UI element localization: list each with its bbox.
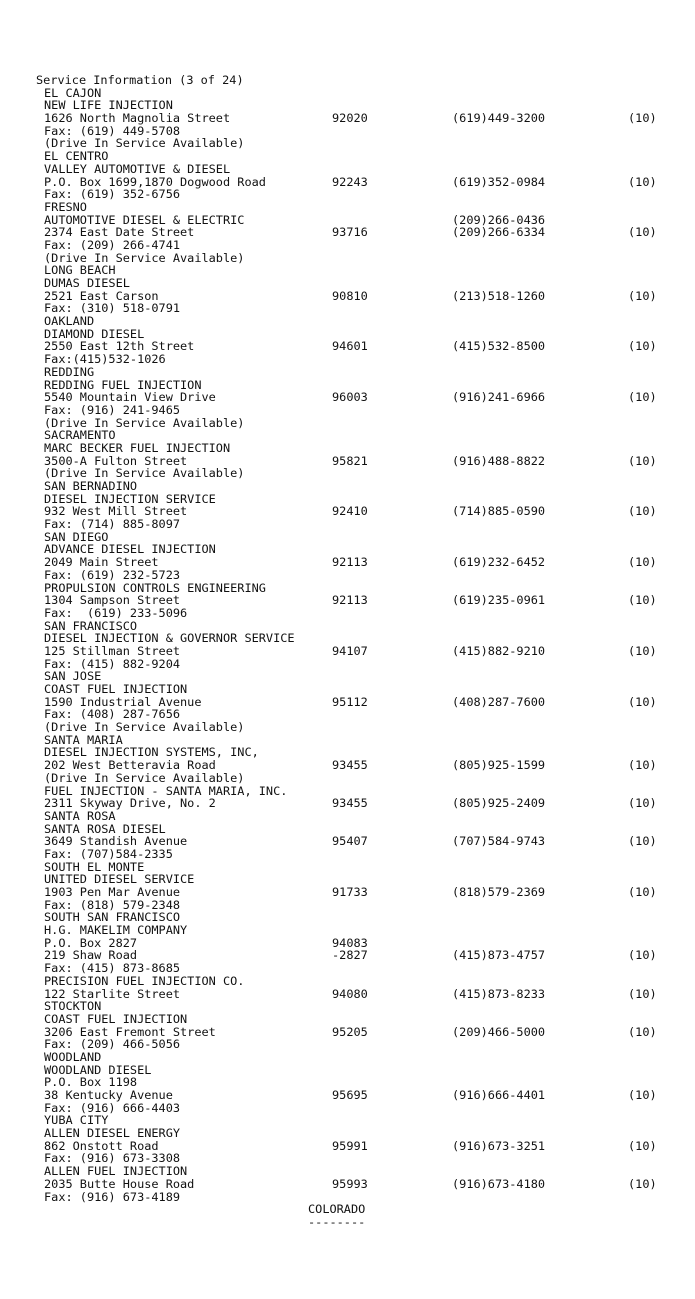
entry-text: 125 Stillman Street xyxy=(44,643,181,658)
zip-code: 95993 xyxy=(332,1176,368,1191)
entry-text: LONG BEACH xyxy=(44,263,116,278)
list-item xyxy=(0,848,695,861)
next-section-line xyxy=(0,1203,695,1216)
entry-text: SANTA ROSA DIESEL xyxy=(44,821,166,836)
list-item xyxy=(0,721,695,734)
entry-text: Fax: (209) 466-5056 xyxy=(44,1037,181,1052)
list-item xyxy=(0,1038,695,1051)
list-item xyxy=(0,962,695,975)
entry-text: SANTA MARIA xyxy=(44,732,123,747)
zip-code: 93455 xyxy=(332,758,368,773)
next-section-title: COLORADO xyxy=(308,1202,366,1217)
entry-text: 2311 Skyway Drive, No. 2 xyxy=(44,796,216,811)
service-code: (10) xyxy=(628,948,657,963)
entry-text: SOUTH EL MONTE xyxy=(44,859,145,874)
entry-text: 122 Starlite Street xyxy=(44,986,181,1001)
service-code: (10) xyxy=(628,885,657,899)
list-item xyxy=(0,302,695,315)
zip-code: 95821 xyxy=(332,453,368,468)
entry-text: REDDING xyxy=(44,364,95,379)
entry-text: 2049 Main Street xyxy=(44,555,159,570)
entry-text: Fax: (619) 352-6756 xyxy=(44,187,181,202)
zip-code: 93716 xyxy=(332,225,368,240)
entry-text: COAST FUEL INJECTION xyxy=(44,1011,188,1026)
entry-text: 1304 Sampson Street xyxy=(44,593,181,608)
zip-code: 95205 xyxy=(332,1024,368,1039)
entry-text: Fax: (707)584-2335 xyxy=(44,846,173,861)
entry-text: H.G. MAKELIM COMPANY xyxy=(44,923,188,938)
phone-number: (209)266-6334 xyxy=(452,225,546,240)
entry-text: SAN JOSE xyxy=(44,669,102,684)
entry-text: Fax: (408) 287-7656 xyxy=(44,707,181,722)
zip-code: 94107 xyxy=(332,643,368,658)
phone-number: (619)449-3200 xyxy=(452,111,546,126)
entry-text: Fax: (209) 266-4741 xyxy=(44,237,181,252)
zip-code: -2827 xyxy=(332,948,368,963)
list-item xyxy=(0,201,695,214)
list-item xyxy=(0,1000,695,1013)
entry-text: SACRAMENTO xyxy=(44,428,116,443)
entry-text: WOODLAND DIESEL xyxy=(44,1062,152,1077)
entry-text: Fax: (916) 241-9465 xyxy=(44,402,181,417)
entry-text: Fax: (415) 882-9204 xyxy=(44,656,181,671)
phone-number: (805)925-2409 xyxy=(452,796,546,811)
zip-code: 93455 xyxy=(332,796,368,811)
entry-text: VALLEY AUTOMOTIVE & DIESEL xyxy=(44,161,231,176)
entry-text: ALLEN DIESEL ENERGY xyxy=(44,1126,181,1141)
entry-text: SAN FRANCISCO xyxy=(44,618,138,633)
list-item xyxy=(0,810,695,823)
entry-text: 5540 Mountain View Drive xyxy=(44,390,216,405)
entry-text: 3649 Standish Avenue xyxy=(44,834,188,849)
entry-text: EL CENTRO xyxy=(44,149,109,164)
list-item xyxy=(0,556,695,569)
list-item xyxy=(0,645,695,658)
phone-number: (619)235-0961 xyxy=(452,593,546,608)
phone-number: (415)882-9210 xyxy=(452,643,546,658)
entry-text: (Drive In Service Available) xyxy=(44,466,245,481)
entry-text: Fax: (619) 232-5723 xyxy=(44,567,181,582)
entry-text: (Drive In Service Available) xyxy=(44,250,245,265)
entry-text: FRESNO xyxy=(44,199,87,214)
entry-text: 862 Onstott Road xyxy=(44,1138,159,1153)
list-item xyxy=(0,112,695,125)
entry-text: Fax: (916) 666-4403 xyxy=(44,1100,181,1115)
entry-text: (Drive In Service Available) xyxy=(44,415,245,430)
list-item xyxy=(0,797,695,810)
zip-code: 96003 xyxy=(332,390,368,405)
entry-text: 3206 East Fremont Street xyxy=(44,1024,216,1039)
service-code: (10) xyxy=(628,796,657,811)
entry-text: P.O. Box 1198 xyxy=(44,1075,138,1090)
entry-text: Fax: (916) 673-4189 xyxy=(44,1189,181,1204)
entry-text: 38 Kentucky Avenue xyxy=(44,1088,173,1102)
entry-text: WOODLAND xyxy=(44,1049,102,1064)
list-item xyxy=(0,1165,695,1178)
phone-number: (415)873-4757 xyxy=(452,948,546,963)
service-code: (10) xyxy=(628,643,657,658)
entry-text: PRECISION FUEL INJECTION CO. xyxy=(44,973,245,988)
entry-text: 2521 East Carson xyxy=(44,288,159,303)
entry-text: (Drive In Service Available) xyxy=(44,720,245,735)
service-code: (10) xyxy=(628,453,657,468)
phone-number: (818)579-2369 xyxy=(452,885,546,899)
entry-text: 1590 Industrial Avenue xyxy=(44,694,202,709)
zip-code: 91733 xyxy=(332,885,368,899)
list-item xyxy=(0,988,695,1001)
phone-number: (209)466-5000 xyxy=(452,1024,546,1039)
list-item xyxy=(0,353,695,366)
entry-text: 202 West Betteravia Road xyxy=(44,758,216,773)
entry-text: P.O. Box 2827 xyxy=(44,935,138,950)
entry-text: PROPULSION CONTROLS ENGINEERING xyxy=(44,580,266,595)
entry-text: Fax: (619) 449-5708 xyxy=(44,123,181,138)
service-code: (10) xyxy=(628,593,657,608)
entry-text: UNITED DIESEL SERVICE xyxy=(44,872,195,887)
service-code: (10) xyxy=(628,758,657,773)
entry-text: DIESEL INJECTION SERVICE xyxy=(44,491,216,506)
entry-text: DUMAS DIESEL xyxy=(44,276,130,290)
service-code: (10) xyxy=(628,390,657,405)
phone-number: (916)666-4401 xyxy=(452,1088,546,1102)
list-item xyxy=(0,924,695,937)
list-item xyxy=(0,188,695,201)
entry-text: NEW LIFE INJECTION xyxy=(44,98,173,113)
service-directory-document xyxy=(0,74,695,1229)
phone-number: (916)673-3251 xyxy=(452,1138,546,1153)
entry-text: 2374 East Date Street xyxy=(44,225,195,240)
service-code: (10) xyxy=(628,111,657,126)
list-item xyxy=(0,1178,695,1191)
phone-number: (707)584-9743 xyxy=(452,834,546,849)
entry-text: 3500-A Fulton Street xyxy=(44,453,188,468)
phone-number: (805)925-1599 xyxy=(452,758,546,773)
phone-number: (916)673-4180 xyxy=(452,1176,546,1191)
zip-code: 92020 xyxy=(332,111,368,126)
list-item xyxy=(0,163,695,176)
phone-number: (619)232-6452 xyxy=(452,555,546,570)
list-item xyxy=(0,1089,695,1102)
entry-text: Fax:(415)532-1026 xyxy=(44,352,166,367)
entry-text: Fax: (415) 873-8685 xyxy=(44,961,181,976)
list-item xyxy=(0,1051,695,1064)
entry-text: 219 Shaw Road xyxy=(44,948,138,963)
service-code: (10) xyxy=(628,174,657,189)
zip-code: 92113 xyxy=(332,555,368,570)
entry-text: STOCKTON xyxy=(44,999,102,1014)
entry-text: 2550 East 12th Street xyxy=(44,339,195,354)
list-item xyxy=(0,594,695,607)
next-section-rule: -------- xyxy=(308,1214,366,1229)
zip-code: 92243 xyxy=(332,174,368,189)
phone-number: (916)241-6966 xyxy=(452,390,546,405)
service-code: (10) xyxy=(628,339,657,354)
entry-text: DIAMOND DIESEL xyxy=(44,326,145,341)
entry-text: Fax: (714) 885-8097 xyxy=(44,517,181,532)
entry-text: DIESEL INJECTION & GOVERNOR SERVICE xyxy=(44,631,295,646)
zip-code: 90810 xyxy=(332,288,368,303)
zip-code: 95407 xyxy=(332,834,368,849)
list-item xyxy=(0,480,695,493)
entry-text: FUEL INJECTION - SANTA MARIA, INC. xyxy=(44,783,288,798)
zip-code: 92113 xyxy=(332,593,368,608)
entry-text: (Drive In Service Available) xyxy=(44,136,245,151)
entry-text: 932 West Mill Street xyxy=(44,504,188,519)
phone-number: (415)532-8500 xyxy=(452,339,546,354)
list-item xyxy=(0,391,695,404)
list-item xyxy=(0,683,695,696)
phone-number: (209)266-0436 xyxy=(452,212,546,227)
list-item xyxy=(0,772,695,785)
service-code: (10) xyxy=(628,555,657,570)
service-code: (10) xyxy=(628,504,657,519)
list-item xyxy=(0,1013,695,1026)
zip-code: 95112 xyxy=(332,694,368,709)
service-code: (10) xyxy=(628,288,657,303)
phone-number: (213)518-1260 xyxy=(452,288,546,303)
service-code: (10) xyxy=(628,1024,657,1039)
list-item xyxy=(0,442,695,455)
phone-number: (714)885-0590 xyxy=(452,504,546,519)
entry-text: Fax: (310) 518-0791 xyxy=(44,301,181,316)
phone-number: (916)488-8822 xyxy=(452,453,546,468)
entry-text: SAN BERNADINO xyxy=(44,479,138,493)
list-item xyxy=(0,975,695,988)
entry-text: OAKLAND xyxy=(44,314,95,329)
entry-text: REDDING FUEL INJECTION xyxy=(44,377,202,392)
entry-text: AUTOMOTIVE DIESEL & ELECTRIC xyxy=(44,212,245,227)
list-item xyxy=(0,886,695,899)
zip-code: 92410 xyxy=(332,504,368,519)
entry-text: SANTA ROSA xyxy=(44,808,116,823)
entry-text: SOUTH SAN FRANCISCO xyxy=(44,910,181,925)
phone-number: (408)287-7600 xyxy=(452,694,546,709)
list-item xyxy=(0,1127,695,1140)
list-item xyxy=(0,607,695,620)
phone-number: (619)352-0984 xyxy=(452,174,546,189)
entry-text: 2035 Butte House Road xyxy=(44,1176,195,1191)
page-header: Service Information (3 of 24) xyxy=(36,73,244,87)
service-code: (10) xyxy=(628,1176,657,1191)
list-item xyxy=(0,759,695,772)
entry-text: P.O. Box 1699,1870 Dogwood Road xyxy=(44,174,266,189)
entry-text: Fax: (818) 579-2348 xyxy=(44,897,181,912)
service-code: (10) xyxy=(628,1138,657,1153)
list-item xyxy=(0,150,695,163)
phone-number: (415)873-8233 xyxy=(452,986,546,1001)
entry-text: YUBA CITY xyxy=(44,1113,109,1128)
zip-code: 94080 xyxy=(332,986,368,1001)
entry-text: COAST FUEL INJECTION xyxy=(44,682,188,696)
list-item xyxy=(0,569,695,582)
list-item xyxy=(0,366,695,379)
zip-code: 94601 xyxy=(332,339,368,354)
service-code: (10) xyxy=(628,694,657,709)
list-item xyxy=(0,239,695,252)
entry-text: SAN DIEGO xyxy=(44,529,109,544)
service-code: (10) xyxy=(628,1088,657,1102)
list-item xyxy=(0,518,695,531)
entry-text: EL CAJON xyxy=(44,85,102,100)
directory-rows xyxy=(0,87,695,1204)
entry-text: ADVANCE DIESEL INJECTION xyxy=(44,542,216,557)
header-line xyxy=(0,74,695,87)
list-item xyxy=(0,277,695,290)
entry-text: ALLEN FUEL INJECTION xyxy=(44,1164,188,1179)
entry-text: 1626 North Magnolia Street xyxy=(44,111,231,126)
list-item xyxy=(0,315,695,328)
entry-text: Fax: (916) 673-3308 xyxy=(44,1151,181,1166)
entry-text: DIESEL INJECTION SYSTEMS, INC, xyxy=(44,745,259,760)
zip-code: 95695 xyxy=(332,1088,368,1102)
entry-text: (Drive In Service Available) xyxy=(44,770,245,785)
service-code: (10) xyxy=(628,834,657,849)
entry-text: Fax: (619) 233-5096 xyxy=(44,605,188,620)
service-code: (10) xyxy=(628,986,657,1001)
zip-code: 95991 xyxy=(332,1138,368,1153)
list-item xyxy=(0,658,695,671)
entry-text: 1903 Pen Mar Avenue xyxy=(44,885,181,899)
entry-text: MARC BECKER FUEL INJECTION xyxy=(44,440,231,455)
zip-code: 94083 xyxy=(332,935,368,950)
list-item xyxy=(0,404,695,417)
next-section-rule-line xyxy=(0,1216,695,1229)
service-code: (10) xyxy=(628,225,657,240)
